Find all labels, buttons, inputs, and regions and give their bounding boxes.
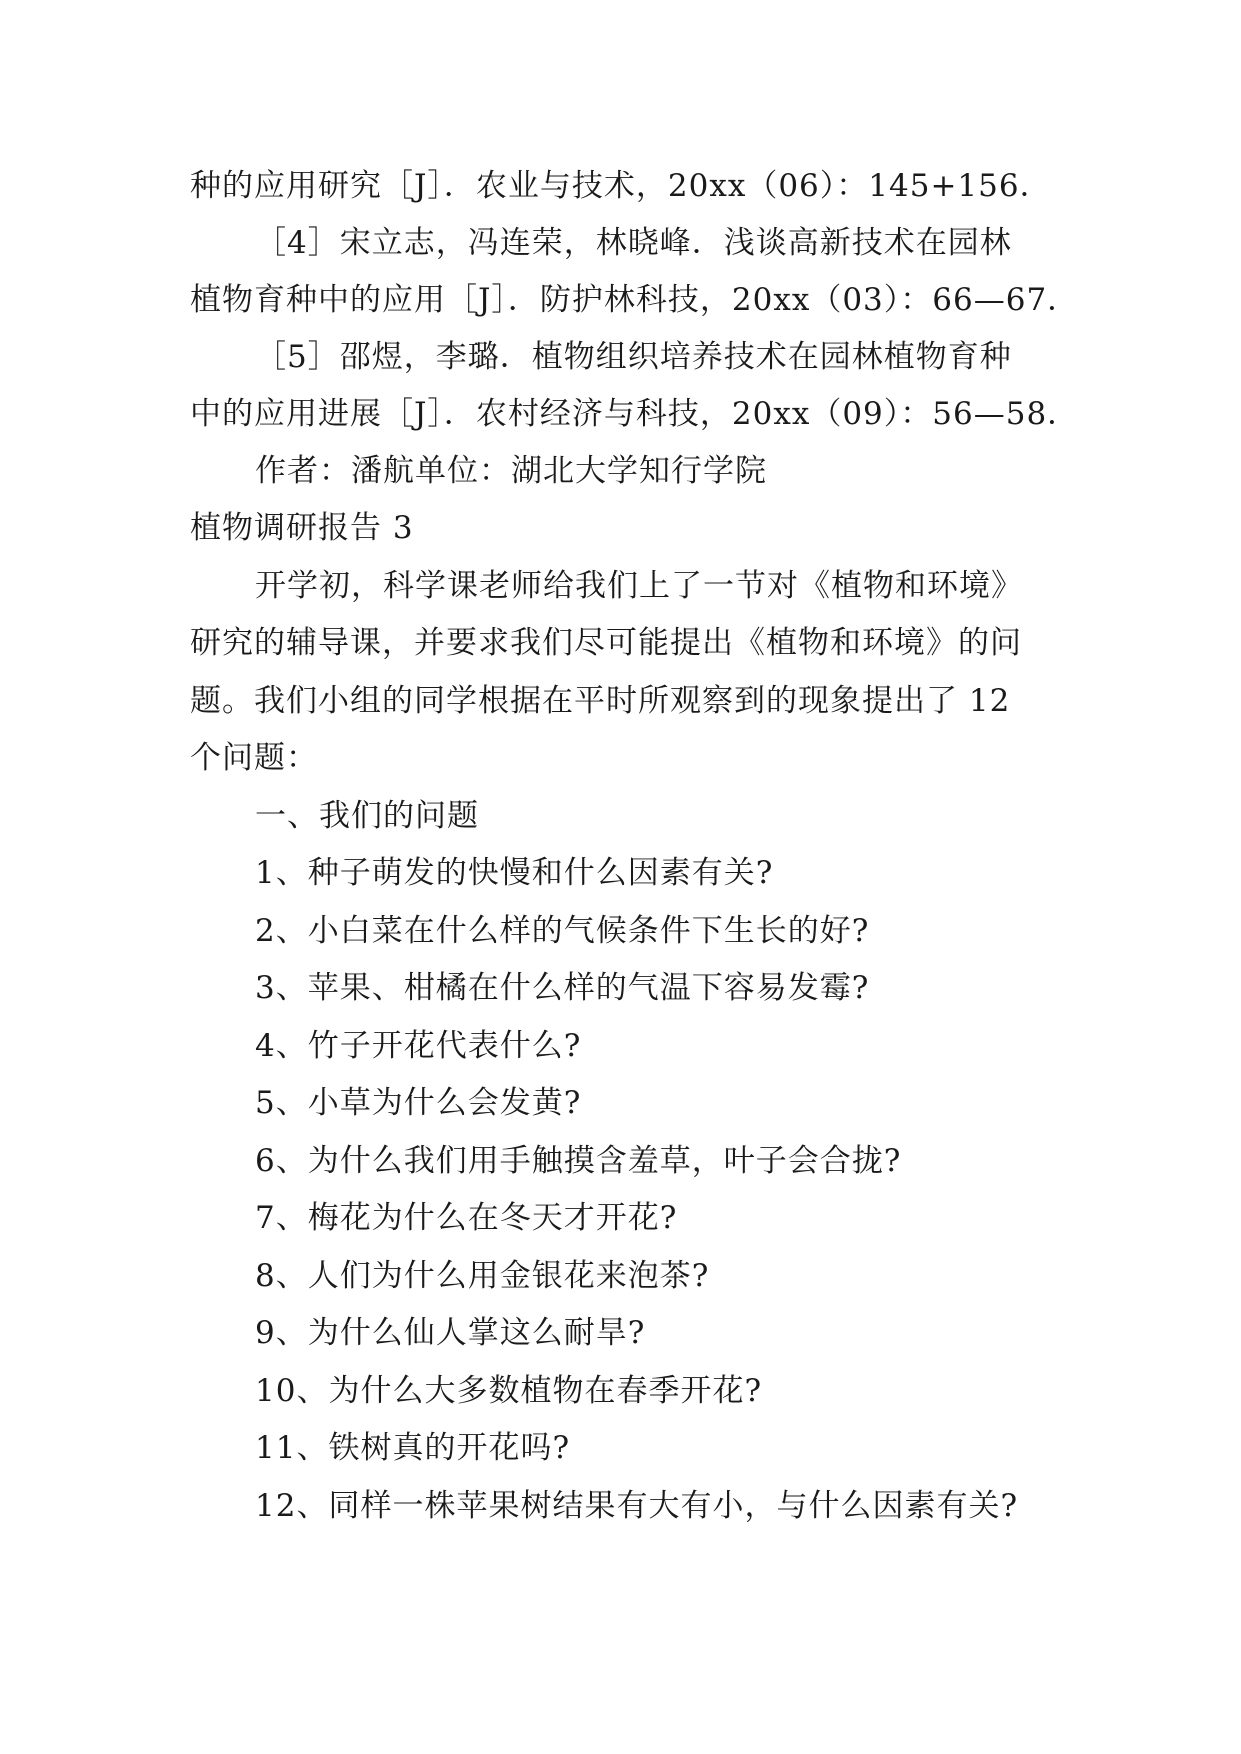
question-item: 9、为什么仙人掌这么耐旱? [255,1315,646,1351]
reference-5-line-2: 中的应用进展［J］．农村经济与科技，20xx（09）：56—58． [190,396,1080,432]
question-item: 5、小草为什么会发黄? [255,1085,582,1121]
paragraph-line-1: 开学初，科学课老师给我们上了一节对《植物和环境》 [255,568,1023,604]
question-item: 3、苹果、柑橘在什么样的气温下容易发霉? [255,970,870,1006]
paragraph-line-3: 题。我们小组的同学根据在平时所观察到的现象提出了 12 [190,683,1011,719]
paragraph-line-2: 研究的辅导课，并要求我们尽可能提出《植物和环境》的问 [190,625,1022,661]
question-item: 10、为什么大多数植物在春季开花? [255,1373,763,1409]
reference-3-continuation: 种的应用研究［J］．农业与技术，20xx（06）：145+156． [190,168,1052,204]
reference-4-line-2: 植物育种中的应用［J］．防护林科技，20xx（03）：66—67． [190,282,1080,318]
author-line: 作者：潘航单位：湖北大学知行学院 [255,453,767,489]
section-heading: 植物调研报告 3 [190,510,414,546]
question-item: 8、人们为什么用金银花来泡茶? [255,1258,710,1294]
reference-4-line-1: ［4］宋立志，冯连荣，林晓峰．浅谈高新技术在园林 [255,225,1012,261]
question-item: 6、为什么我们用手触摸含羞草，叶子会合拢? [255,1143,902,1179]
question-item: 12、同样一株苹果树结果有大有小，与什么因素有关? [255,1488,1019,1524]
question-item: 2、小白菜在什么样的气候条件下生长的好? [255,913,870,949]
questions-heading: 一、我们的问题 [255,798,479,834]
paragraph-line-4: 个问题： [190,740,318,776]
question-item: 11、铁树真的开花吗? [255,1430,571,1466]
question-item: 4、竹子开花代表什么? [255,1028,582,1064]
question-item: 7、梅花为什么在冬天才开花? [255,1200,678,1236]
question-item: 1、种子萌发的快慢和什么因素有关? [255,855,774,891]
reference-5-line-1: ［5］邵煜，李璐．植物组织培养技术在园林植物育种 [255,339,1012,375]
